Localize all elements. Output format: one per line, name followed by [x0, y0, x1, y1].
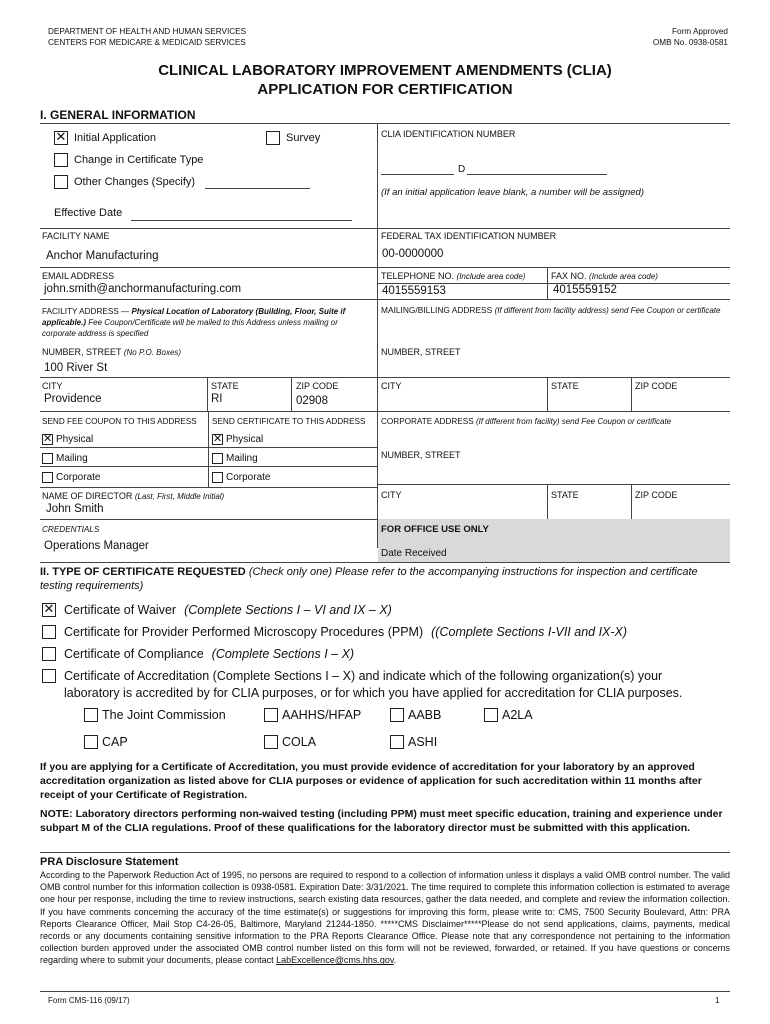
- compliance-checkbox[interactable]: [42, 647, 56, 661]
- clia-note: (If an initial application leave blank, a number will be assigned): [381, 187, 644, 198]
- corporate-zip-label: ZIP CODE: [635, 490, 678, 500]
- street-value[interactable]: 100 River St: [44, 362, 108, 374]
- cert-corporate-checkbox[interactable]: [212, 472, 223, 483]
- cert-physical-option[interactable]: [212, 434, 263, 445]
- org-joint-commission-checkbox[interactable]: [84, 708, 98, 722]
- number-street-label-group: [42, 347, 181, 358]
- no-po-note: (No P.O. Boxes): [123, 348, 182, 357]
- fee-physical-option[interactable]: [42, 434, 93, 445]
- fee-mailing-checkbox[interactable]: [42, 453, 53, 464]
- pra-end: .: [393, 955, 397, 966]
- director-value[interactable]: John Smith: [46, 503, 104, 515]
- fee-physical-label: Physical: [56, 434, 94, 445]
- org-ashi-option[interactable]: [390, 735, 437, 749]
- fax-label-group: [551, 271, 658, 282]
- waiver-label: Certificate of Waiver: [64, 603, 177, 617]
- org-a2la-option[interactable]: [484, 708, 533, 722]
- send-fee-label: SEND FEE COUPON TO THIS ADDRESS: [42, 417, 197, 426]
- facility-address-label: FACILITY ADDRESS —: [42, 307, 130, 316]
- form-title-line-2: APPLICATION FOR CERTIFICATION: [257, 81, 513, 98]
- ppm-option[interactable]: [42, 625, 627, 639]
- tax-id-label: FEDERAL TAX IDENTIFICATION NUMBER: [381, 231, 557, 241]
- org-aabb-checkbox[interactable]: [390, 708, 404, 722]
- compliance-note: (Complete Sections I – X): [211, 647, 355, 661]
- form-number: Form CMS-116 (09/17): [48, 996, 130, 1005]
- cert-mailing-option[interactable]: [212, 453, 258, 464]
- office-use-label: FOR OFFICE USE ONLY: [381, 524, 489, 535]
- facility-name-value[interactable]: Anchor Manufacturing: [46, 250, 159, 262]
- survey-label: Survey: [286, 132, 321, 144]
- corporate-address-label: CORPORATE ADDRESS: [381, 417, 474, 426]
- telephone-note: (Include area code): [456, 272, 526, 281]
- omb-header: [653, 26, 728, 48]
- mailing-zip-label: ZIP CODE: [635, 381, 678, 391]
- fee-physical-checkbox[interactable]: [42, 434, 53, 445]
- mailing-address-note: (If different from facility address) send Fee Coupon or certificate: [494, 306, 721, 315]
- corporate-address-label-group: [381, 416, 727, 427]
- pra-text: According to the Paperwork Reduction Act of 1995, no persons are required to respond to a collection of information unless it displays a valid OMB control number. The valid OMB control number for this information collection is 0938-0581. Expiration Date: 3/31/2021. The time required to complete this information collection is estimated to average one hour per response, including the time to review instructions, search existing data resources, gather the data needed, and complete and review the information collection. If you have comments concerning the accuracy of the time estimate(s) or suggestions for improving this form, please write to: CMS, 7500 Security Boulevard, Attn: PRA Reports Clearance Officer, Mail Stop C4-26-05, Baltimore, Maryland 21244-1850. *****CMS Disclaimer*****Please do not send applications, claims, payments, medical records or any documents containing sensitive information to the PRA Reports Clearance Office. Please note that any correspondence not pertaining to the information collection burden approved under the associated OMB control number listed on this form will not be reviewed, forwarded, or retained. If you have questions or concerns regarding where to submit your documents, please contact: [40, 870, 730, 966]
- pra-heading: PRA Disclosure Statement: [40, 856, 179, 868]
- org-joint-commission-option[interactable]: [84, 708, 226, 722]
- credentials-value[interactable]: Operations Manager: [44, 540, 149, 552]
- accreditation-option[interactable]: [42, 669, 662, 683]
- org-cola-label: COLA: [282, 735, 317, 749]
- corporate-state-label: STATE: [551, 490, 579, 500]
- director-label: NAME OF DIRECTOR: [42, 491, 133, 501]
- telephone-label: TELEPHONE NO.: [381, 271, 455, 281]
- survey-option[interactable]: [266, 131, 320, 145]
- compliance-option[interactable]: [42, 647, 354, 661]
- telephone-label-group: [381, 271, 525, 282]
- director-note-paragraph: [40, 807, 730, 835]
- clia-d-label: D: [458, 164, 466, 175]
- city-label: CITY: [42, 381, 63, 391]
- accreditation-label-line-1: Certificate of Accreditation (Complete Sections I – X) and indicate which of the following organization(s) your: [64, 669, 663, 683]
- change-certificate-label: Change in Certificate Type: [74, 154, 204, 166]
- ppm-checkbox[interactable]: [42, 625, 56, 639]
- org-cap-option[interactable]: [84, 735, 128, 749]
- org-aahhs-label: AAHHS/HFAP: [282, 708, 362, 722]
- section-2-heading-group: [40, 565, 730, 593]
- note-text: Laboratory directors performing non-waived testing (including PPM) must meet specific education, training and experience under subpart M of the CLIA regulations. Proof of these qualifications for the laboratory director must be submitted with this application.: [40, 808, 723, 834]
- waiver-option[interactable]: [42, 603, 392, 617]
- waiver-checkbox[interactable]: [42, 603, 56, 617]
- org-cola-option[interactable]: [264, 735, 316, 749]
- form-title-line-1: CLINICAL LABORATORY IMPROVEMENT AMENDMENTS (CLIA): [158, 62, 612, 79]
- state-value[interactable]: RI: [211, 393, 223, 405]
- state-label: STATE: [211, 381, 239, 391]
- compliance-label: Certificate of Compliance: [64, 647, 204, 661]
- director-label-group: [42, 491, 224, 502]
- change-certificate-checkbox[interactable]: [54, 153, 68, 167]
- mailing-number-street-label: NUMBER, STREET: [381, 347, 461, 357]
- waiver-note: (Complete Sections I – VI and IX – X): [184, 603, 392, 617]
- corporate-city-label: CITY: [381, 490, 402, 500]
- org-cap-checkbox[interactable]: [84, 735, 98, 749]
- ppm-note: ((Complete Sections I-VII and IX-X): [431, 625, 628, 639]
- ppm-label: Certificate for Provider Performed Microscopy Procedures (PPM): [64, 625, 424, 639]
- section-2-heading: II. TYPE OF CERTIFICATE REQUESTED: [40, 566, 246, 578]
- pra-email-link[interactable]: LabExcellence@cms.hhs.gov: [276, 955, 394, 966]
- email-label: EMAIL ADDRESS: [42, 271, 115, 281]
- fax-note: (Include area code): [589, 272, 658, 281]
- accreditation-checkbox[interactable]: [42, 669, 56, 683]
- cert-physical-checkbox[interactable]: [212, 434, 223, 445]
- agency-line-1: DEPARTMENT OF HEALTH AND HUMAN SERVICES: [48, 27, 247, 36]
- agency-header: [48, 26, 246, 48]
- org-aabb-option[interactable]: [390, 708, 441, 722]
- clia-id-suffix-field[interactable]: [467, 174, 607, 175]
- other-changes-field[interactable]: [205, 188, 310, 189]
- org-a2la-label: A2LA: [502, 708, 533, 722]
- tax-id-value[interactable]: 00-0000000: [382, 248, 444, 260]
- org-ashi-label: ASHI: [408, 735, 438, 749]
- number-street-label: NUMBER, STREET: [42, 347, 122, 357]
- change-certificate-option[interactable]: [54, 153, 203, 167]
- section-1-heading: I. GENERAL INFORMATION: [40, 108, 196, 122]
- corporate-number-street-label: NUMBER, STREET: [381, 450, 461, 460]
- credentials-label: CREDENTIALS: [42, 525, 100, 534]
- facility-address-label-group: [42, 306, 372, 339]
- mailing-city-label: CITY: [381, 381, 402, 391]
- fee-corporate-option[interactable]: [42, 472, 100, 483]
- other-changes-checkbox[interactable]: [54, 175, 68, 189]
- city-value[interactable]: Providence: [44, 393, 102, 405]
- fee-mailing-label: Mailing: [56, 453, 88, 464]
- fee-corporate-checkbox[interactable]: [42, 472, 53, 483]
- facility-address-bold: Physical Location of Laboratory (Building, Floor, Suite if applicable.): [42, 307, 346, 327]
- org-aahhs-option[interactable]: [264, 708, 361, 722]
- pra-statement: [40, 869, 730, 967]
- cert-corporate-label: Corporate: [226, 472, 271, 483]
- org-cola-checkbox[interactable]: [264, 735, 278, 749]
- initial-application-label: Initial Application: [74, 132, 156, 144]
- cert-mailing-label: Mailing: [226, 453, 258, 464]
- other-changes-label: Other Changes (Specify): [74, 176, 196, 188]
- note-label: NOTE:: [40, 808, 73, 820]
- fee-mailing-option[interactable]: [42, 453, 88, 464]
- accreditation-label-line-2: laboratory is accredited by for CLIA purposes, or for which you have applied for accreditation for CLIA purposes.: [64, 686, 683, 700]
- effective-date-field[interactable]: [131, 220, 352, 221]
- zip-label: ZIP CODE: [296, 381, 339, 391]
- clia-id-prefix-field[interactable]: [381, 174, 454, 175]
- org-aabb-label: AABB: [408, 708, 442, 722]
- mailing-address-label: MAILING/BILLING ADDRESS: [381, 305, 493, 315]
- cert-mailing-checkbox[interactable]: [212, 453, 223, 464]
- initial-application-option[interactable]: [54, 131, 156, 145]
- org-ashi-checkbox[interactable]: [390, 735, 404, 749]
- telephone-value[interactable]: 4015559153: [382, 285, 446, 297]
- section-2-note: (Check only one) Please refer to the accompanying instructions for inspection and certificate testing requirements): [40, 566, 698, 592]
- fax-label: FAX NO.: [551, 271, 587, 281]
- fax-value[interactable]: 4015559152: [553, 284, 617, 296]
- org-a2la-checkbox[interactable]: [484, 708, 498, 722]
- email-value[interactable]: john.smith@anchormanufacturing.com: [44, 283, 242, 295]
- initial-application-checkbox[interactable]: [54, 131, 68, 145]
- corporate-address-note: (If different from facility) send Fee Coupon or certificate: [475, 417, 672, 426]
- form-approved: Form Approved: [672, 27, 728, 36]
- omb-number: OMB No. 0938-0581: [652, 38, 728, 47]
- director-note: (Last, First, Middle Initial): [134, 492, 225, 501]
- org-cap-label: CAP: [102, 735, 128, 749]
- mailing-address-label-group: [381, 305, 726, 316]
- effective-date-label: Effective Date: [54, 207, 123, 219]
- cert-corporate-option[interactable]: [212, 472, 270, 483]
- clia-id-label: CLIA IDENTIFICATION NUMBER: [381, 129, 516, 139]
- zip-value[interactable]: 02908: [296, 395, 328, 407]
- page-number: 1: [715, 996, 720, 1005]
- facility-name-label: FACILITY NAME: [42, 231, 110, 241]
- mailing-state-label: STATE: [551, 381, 579, 391]
- facility-address-note: Fee Coupon/Certificate will be mailed to this Address unless mailing or corporate address is specified: [42, 318, 338, 338]
- survey-checkbox[interactable]: [266, 131, 280, 145]
- cert-physical-label: Physical: [226, 434, 264, 445]
- org-joint-commission-label: The Joint Commission: [102, 708, 226, 722]
- fee-corporate-label: Corporate: [56, 472, 101, 483]
- agency-line-2: CENTERS FOR MEDICARE & MEDICAID SERVICES: [48, 38, 246, 47]
- send-cert-label: SEND CERTIFICATE TO THIS ADDRESS: [212, 417, 366, 426]
- date-received-label: Date Received: [381, 548, 447, 559]
- org-aahhs-checkbox[interactable]: [264, 708, 278, 722]
- accreditation-evidence-paragraph: If you are applying for a Certificate of Accreditation, you must provide evidence of accreditation for your laboratory by an approved accreditation organization as listed above for CLIA purposes or evidence of application for such accreditation within 11 months after receipt of your Certificate of Registration.: [40, 761, 702, 801]
- other-changes-option[interactable]: [54, 175, 195, 189]
